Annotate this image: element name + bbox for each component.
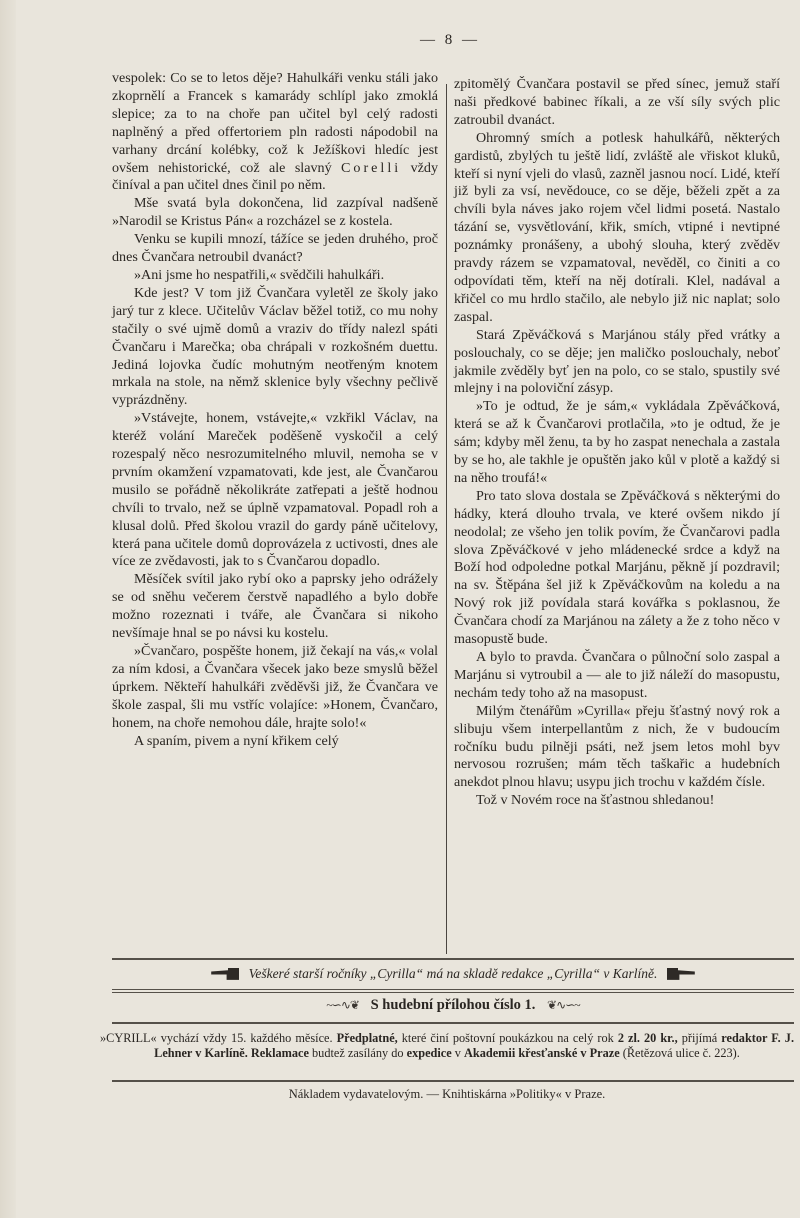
paragraph: Stará Zpěváčková s Marjánou stály před vrátky a poslouchaly, co se děje; jen maličko poslouchaly, neboť jakmile zvěděly byť jen na polo, co se stalo, spustily své mlejny i na poloviční zásyp. [454,326,780,397]
paragraph: Mše svatá byla dokončena, lid zazpíval nadšeně »Narodil se Kristus Pán« a rozcházel se z kostela. [112,195,438,230]
paragraph: »Ani jsme ho nespatřili,« svědčili hahulkáři. [134,266,385,283]
page-edge [0,0,16,1218]
paragraph-text: vespolek: Co se to letos děje? Hahulkáři venku stáli jako zkoprnělí a Francek s kamarády schlípl jako zmoklá slepice; za to na choře pan učitel byl celý radosti naplněný a před offertoriem pln radosti nápodobil na varhany drcání kolébky, což k Ježíškovi hledíc jest ovšem nehistorické, což ale slavný [112,70,438,176]
paragraph: Měsíček svítil jako rybí oko a paprsky jeho odrážely se od sněhu večerem čerstvě napadlého a bylo dobře možno rozeznati i tváře, ale Čvančara si nikoho nevšímaje hnal se po návsi ku kostelu. [112,571,438,642]
paragraph: A bylo to pravda. Čvančara o půlnoční solo zaspal a Marjánu si vytroubil a — ale to již náleží do masopustu, nechám tedy toho až na masopust. [454,649,780,701]
paragraph: A spaním, pivem a nyní křikem celý [134,732,339,749]
imprint-bold: expedice [406,1046,452,1060]
paragraph: Venku se kupili mnozí, tážíce se jeden druhého, proč dnes Čvančara netroubil dvanáct? [112,231,438,266]
imprint-bold: 2 zl. 20 kr., [617,1031,678,1045]
imprint-text: budtež zasílány do [308,1046,407,1060]
subscription-imprint [100,1031,794,1061]
paragraph: zpitomělý Čvančara postavil se před sínec, jemuž staří naši předkové babinec říkali, a ze vší síly svých plic zatroubil dvanáct. [454,76,780,128]
imprint-text: které činí poštovní poukázkou na celý rok [397,1031,618,1045]
page-number: — 8 — [420,32,480,48]
horizontal-rule [112,1080,794,1082]
supplement-text: S hudební přílohou číslo 1. [370,997,536,1013]
paragraph: »To je odtud, že je sám,« vykládala Zpěváčková, která se až k Čvančarovi protlačila, »to je odtud, že je sám; kdyby měl ženu, ta by ho zaspat nenechala a zastala by se ho, ale takhle je opuštěn jako kůl v plotě a každý si na něho troufá!« [454,398,780,486]
horizontal-rule [112,989,794,990]
printer-line: Nákladem vydavatelovým. — Knihtiskárna »Politiky« v Praze. [288,1087,606,1101]
horizontal-rule [112,992,794,993]
spaced-name: Corelli [341,159,402,176]
music-supplement-note [112,997,794,1014]
paragraph: »Čvančaro, pospěšte honem, již čekají na vás,« volal za ním kdosi, a Čvančara všecek jako beze smyslů běžel úprkem. Někteří hahulkáři zvěděvši již, že Čvančara ve škole zaspal, šli mu vstříc volajíce: »Honem, Čvančaro, honem, na choře nemohou dále, hrajte solo!« [112,643,438,731]
imprint-bold: Předplatné, [336,1031,398,1045]
imprint-text: v [451,1046,464,1060]
horizontal-rule [112,958,794,960]
flourish-ornament-icon: ❦∿∽~ [547,998,580,1012]
paragraph: »Vstávejte, honem, vstávejte,« vzkřikl Václav, na kteréž volání Mareček poděšeně vyskočil a celý rozespalý něco nesrozumitelného mluvil, nemoha se v prvním okamžení vzpamatovati, kde jest, ale Čvančarou musilo se pořádně několikráte zatřepati a ještě hodnou chvíli to trvalo, než se úplně vzpamatoval. Popadl roh a klusal dolů. Před školou vrazil do gardy páně učitelovy, která pana učitele domů doprovázela z uctivosti, dnes ale více ze zvědavosti, jak to s Čvančarou dopadlo. [112,410,438,570]
imprint-text: »CYRILL« vychází vždy 15. každého měsíce. [100,1031,337,1045]
paragraph: Pro tato slova dostala se Zpěváčková s některými do hádky, která dlouho trvala, ve které ovšem nikdo jí neodolal; ze všeho jen tolik povím, že Čvančarovi padla slova Zpěváčkové v jeho mládenecké srdce a když na Boží hod odpoledne potkal Marjánu, pěkně jí pozdravil; na sv. Štěpána šel již k Zpěváčkovům na koledu a na Nový rok již povídala stará kovářka s poklasnou, že Čvančara chodí za Marjánou na zálety a že z toho něco v masopustě bude. [454,487,780,648]
paragraph [112,70,438,195]
left-column [112,70,438,750]
imprint-bold: redaktor F. J. Lehner v Karlíně. Reklamace [154,1031,795,1060]
flourish-ornament-icon: ~∽∿❦ [326,998,359,1012]
paragraph: Ohromný smích a potlesk hahulkářů, některých gardistů, zbylých tu ještě lidí, zvláště ale vřiskot kluků, kteří si nyní vjeli do vlasů, zazněl jasnou nocí. Lidé, kteří již byli za vsí, nevědouce, co se děje, běželi zpět a za chvíli byla náves jako rojem včel lidmi posetá. Nastalo tázání se, vysvětlování, křik, smích, vtipné i nevtipné poznámky pronášeny, a ubohý slouha, který zvěděv pravdy rázem se vzpamatoval, nevěděl, co činiti a co odpovídati těm, kteří na něj dotírali. Klel, nadával a křičel co mu hrdlo stačilo, ale nebylo již nic naplat; solo zaspal. [454,129,780,325]
paragraph: Tož v Novém roce na šťastnou shledanou! [476,792,715,809]
right-column [454,76,780,810]
column-divider [446,84,447,954]
notice-text: Veškeré starší ročníky „Cyrilla“ má na skladě redakce „Cyrilla“ v Karlíně. [248,966,658,981]
imprint-bold: Akademii křesťanské v Praze [464,1046,620,1060]
paragraph-text: vždy činíval a pan učitel dnes činil po něm. [112,159,438,194]
horizontal-rule [112,1022,794,1024]
back-issues-notice [112,966,794,982]
imprint-text: (Řetězová ulice č. 223). [619,1046,740,1060]
pointing-hand-right-icon [211,968,239,980]
paragraph: Milým čtenářům »Cyrilla« přeju šťastný nový rok a slibuju všem interpellantům z nich, že v budoucím ročníku budu pilněji psáti, než jsem letos mohl byv nervosou rozrušen; mám těch taškařic a hudebních anekdot plnou hlavu; usypu jich trochu v každém čísle. [454,702,780,791]
imprint-text: přijímá [677,1031,722,1045]
pointing-hand-left-icon [667,968,695,980]
paragraph: Kde jest? V tom již Čvančara vyletěl ze školy jako jarý tur z klece. Učitelův Václav běžel totiž, co mu nohy stačily o své ujmě domů a vraziv do třídy nalezl spáti Čvančaru i Marečka; oba chrápali v rozkošném duettu. Jediná lojovka čudíc mohutným neotřeným knotem mrkala na stole, na němž sklenice byly všechny pečlivě vyprázdněny. [112,284,438,409]
article-columns [112,70,792,958]
